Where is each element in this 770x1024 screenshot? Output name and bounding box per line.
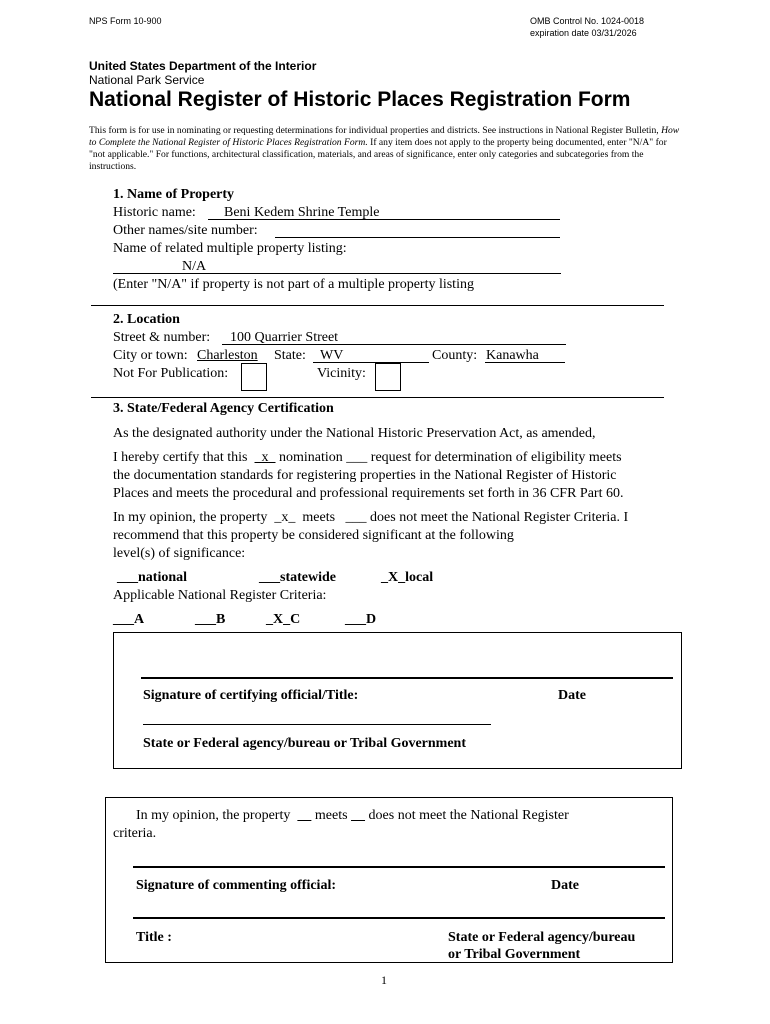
certify-line-2: the documentation standards for registering properties in the National Register of Historic — [113, 468, 617, 483]
county-value[interactable]: Kanawha — [486, 348, 539, 363]
commenting-title-line[interactable] — [133, 917, 665, 919]
opinion-text-a: In my opinion, the property — [113, 510, 268, 525]
intro-text-1: This form is for use in nominating or requesting determinations for individual properties and districts. See instructions in National Register Bulletin, — [89, 125, 659, 136]
comment-opinion-text-c: does not meet the National Register — [368, 808, 569, 823]
related-listing-line — [113, 273, 561, 274]
comment-opinion-text-a: In my opinion, the property — [136, 808, 291, 823]
opinion-text-b: meets — [302, 510, 336, 525]
other-names-label: Other names/site number: — [113, 223, 258, 238]
level-national[interactable]: ___national — [117, 570, 188, 585]
related-listing-label: Name of related multiple property listing: — [113, 241, 347, 256]
vicinity-label: Vicinity: — [317, 366, 366, 381]
level-local-label: local — [405, 570, 434, 585]
certifying-signature-line[interactable] — [141, 677, 673, 679]
intro-text-2: If any item does not apply to the property being documented, enter "N/A" for "not applicable." For functions, architectural classification, materials, and areas of significance, enter only categories and subcategories from the instructions. — [89, 137, 667, 172]
department-name: United States Department of the Interior — [89, 59, 317, 73]
intro-paragraph — [89, 125, 684, 173]
section3-heading: 3. State/Federal Agency Certification — [113, 401, 334, 416]
comment-opinion-line-2: criteria. — [113, 826, 157, 841]
certifying-signature-label: Signature of certifying official/Title: — [143, 688, 359, 703]
state-label: State: — [274, 348, 306, 363]
page-title: National Register of Historic Places Registration Form — [89, 88, 631, 111]
page-number: 1 — [381, 973, 387, 987]
street-label: Street & number: — [113, 330, 211, 345]
not-for-publication-checkbox[interactable] — [241, 363, 267, 391]
related-listing-value[interactable]: N/A — [182, 259, 207, 274]
expiration-date: expiration date 03/31/2026 — [530, 28, 637, 38]
section1-divider — [91, 305, 664, 306]
section1-heading: 1. Name of Property — [113, 187, 235, 202]
comment-opinion-line-1 — [136, 808, 569, 824]
certifying-agency-label: State or Federal agency/bureau or Tribal Government — [143, 736, 467, 751]
opinion-line-2: recommend that this property be considered significant at the following — [113, 528, 514, 543]
opinion-line-3: level(s) of significance: — [113, 546, 246, 561]
intro-bulletin-title: How to Complete the National Register of Historic Places Registration Form. — [89, 125, 680, 148]
commenting-signature-label: Signature of commenting official: — [136, 878, 336, 893]
criterion-d[interactable]: ___D — [345, 612, 377, 627]
commenting-agency-label-2: or Tribal Government — [448, 947, 581, 962]
historic-name-label: Historic name: — [113, 205, 196, 220]
commenting-title-label: Title : — [136, 930, 172, 945]
city-value[interactable]: Charleston — [197, 348, 258, 363]
certify-nomination-mark[interactable] — [255, 450, 276, 465]
state-value[interactable]: WV — [320, 348, 344, 363]
section2-heading: 2. Location — [113, 312, 180, 327]
criterion-c-mark: _X_ — [266, 612, 291, 627]
vicinity-checkbox[interactable] — [375, 363, 401, 391]
comment-not-meet-blank[interactable] — [351, 808, 365, 823]
na-note: (Enter "N/A" if property is not part of a multiple property listing — [113, 277, 474, 292]
other-names-field[interactable] — [275, 237, 560, 238]
certify-text-b: nomination — [279, 450, 343, 465]
street-value[interactable]: 100 Quarrier Street — [230, 330, 339, 345]
form-number: NPS Form 10-900 — [89, 16, 162, 26]
city-label: City or town: — [113, 348, 188, 363]
authority-statement: As the designated authority under the National Historic Preservation Act, as amended, — [113, 426, 596, 441]
section2-divider — [91, 397, 664, 398]
level-statewide[interactable]: ___statewide — [259, 570, 336, 585]
criterion-c[interactable] — [266, 612, 300, 628]
level-local-mark: _X_ — [381, 570, 406, 585]
certifying-date-label: Date — [558, 688, 586, 703]
not-for-publication-label: Not For Publication: — [113, 366, 229, 381]
certify-line-1 — [113, 450, 622, 466]
omb-control-number: OMB Control No. 1024-0018 — [530, 16, 645, 26]
opinion-text-c: does not meet the National Register Criteria. I — [370, 510, 629, 525]
commenting-signature-line[interactable] — [133, 866, 665, 868]
comment-opinion-text-b: meets — [314, 808, 348, 823]
certifying-agency-line[interactable] — [143, 724, 491, 725]
opinion-line-1 — [113, 510, 628, 526]
certify-request-mark[interactable]: ___ — [346, 450, 368, 465]
criterion-a[interactable]: ___A — [113, 612, 145, 627]
certify-text-a: I hereby certify that this — [113, 450, 248, 465]
county-label: County: — [432, 348, 478, 363]
level-local[interactable] — [381, 570, 433, 586]
criterion-c-label: C — [290, 612, 301, 627]
commenting-agency-label-1: State or Federal agency/bureau — [448, 930, 636, 945]
opinion-meets-mark[interactable]: _x_ — [274, 510, 296, 525]
historic-name-value[interactable]: Beni Kedem Shrine Temple — [224, 205, 380, 220]
criterion-b[interactable]: ___B — [195, 612, 226, 627]
opinion-not-meet-mark[interactable]: ___ — [345, 510, 367, 525]
commenting-date-label: Date — [551, 878, 579, 893]
criteria-label: Applicable National Register Criteria: — [113, 588, 327, 603]
comment-meets-blank[interactable] — [297, 808, 311, 823]
service-name: National Park Service — [89, 73, 205, 87]
certify-line-3: Places and meets the procedural and professional requirements set forth in 36 CFR Part 60. — [113, 486, 624, 501]
certify-text-c: request for determination of eligibility meets — [370, 450, 622, 465]
certify-nomination-x: x — [261, 450, 269, 465]
